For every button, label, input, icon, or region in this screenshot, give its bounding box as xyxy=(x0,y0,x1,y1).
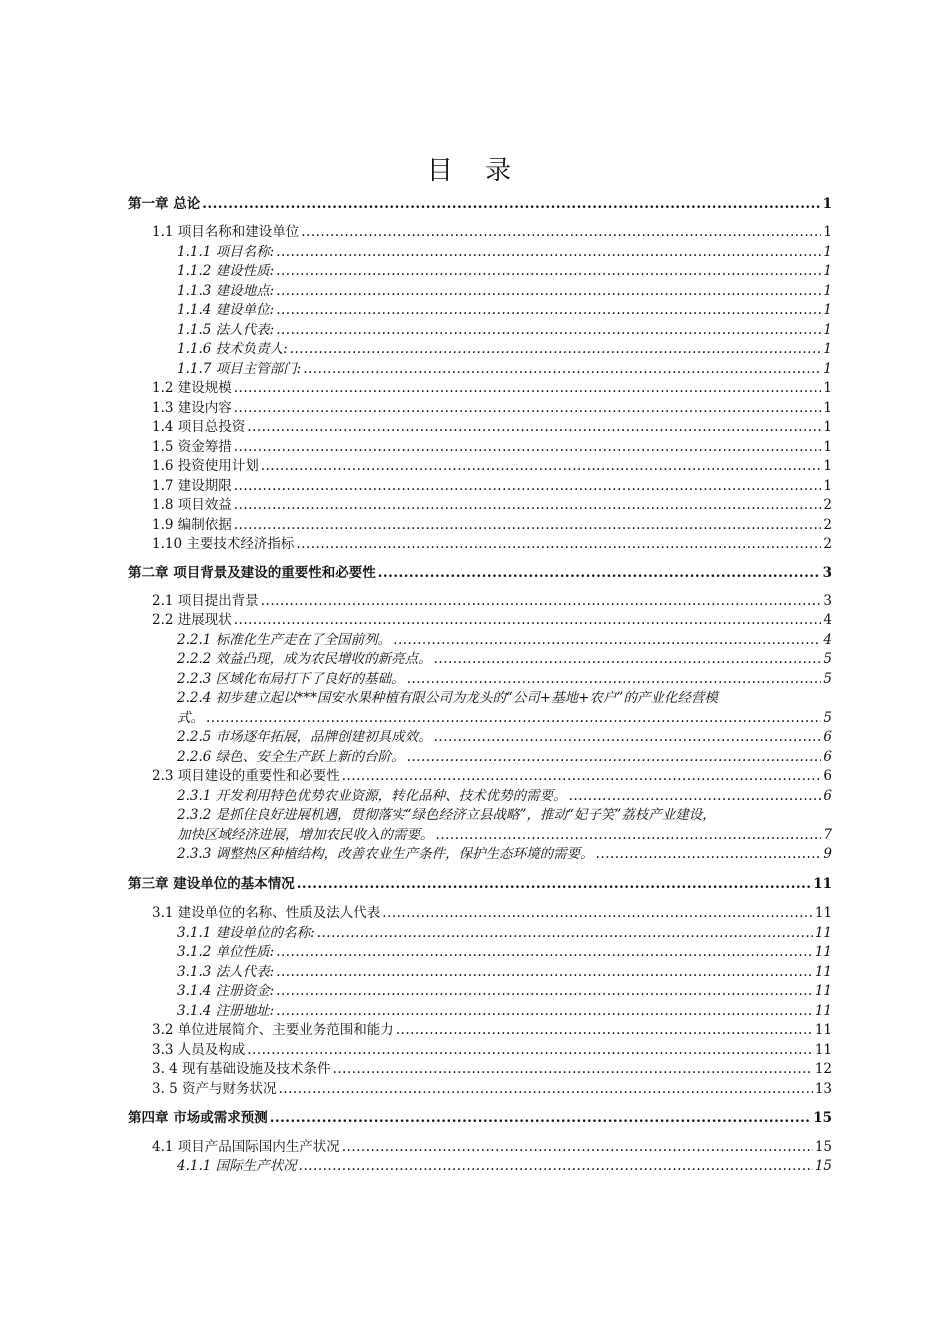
toc-section[interactable]: 3. 4 现有基础设施及技术条件 ..... 12 xyxy=(152,1060,832,1079)
toc-subsection-wrapped-line[interactable]: 2.2.4 初步建立起以***国安水果种植有限公司为龙头的“公司+基地+农户”的产业化经营模 xyxy=(177,690,718,706)
toc-section[interactable]: 1.6 投资使用计划 ..... 1 xyxy=(152,457,832,476)
toc-section[interactable]: 1.4 项目总投资 ..... 1 xyxy=(152,418,832,437)
toc-subsection[interactable]: 2.3.1 开发利用特色优势农业资源，转化品种、技术优势的需要。 ..... 6 xyxy=(177,787,832,806)
toc-subsection[interactable]: 2.2.3 区域化布局打下了良好的基础。 ..... 5 xyxy=(177,670,832,689)
toc-subsection[interactable]: 1.1.6 技术负责人: ..... 1 xyxy=(177,340,832,359)
toc-subsection[interactable]: 2.2.5 市场逐年拓展，品牌创建初具成效。 ..... 6 xyxy=(177,728,832,747)
toc-chapter[interactable]: 第一章 总论 ..... 1 xyxy=(128,195,832,214)
toc-section[interactable]: 3.2 单位进展简介、主要业务范围和能力 ..... 11 xyxy=(152,1021,832,1040)
toc-section[interactable]: 2.3 项目建设的重要性和必要性 ..... 6 xyxy=(152,767,832,786)
toc-subsection[interactable]: 2.3.3 调整热区种植结构，改善农业生产条件，保护生态环境的需要。 ..... 9 xyxy=(177,845,832,864)
toc-section[interactable]: 3. 5 资产与财务状况 ..... 13 xyxy=(152,1080,832,1099)
toc-chapter[interactable]: 第二章 项目背景及建设的重要性和必要性 ..... 3 xyxy=(128,564,832,583)
toc-subsection[interactable]: 1.1.1 项目名称: ..... 1 xyxy=(177,243,832,262)
toc-subsection[interactable]: 1.1.5 法人代表: ..... 1 xyxy=(177,321,832,340)
toc-section[interactable]: 1.2 建设规模 ..... 1 xyxy=(152,379,832,398)
toc-subsection[interactable]: 2.2.2 效益凸现，成为农民增收的新亮点。 ..... 5 xyxy=(177,650,832,669)
toc-section[interactable]: 3.3 人员及构成 ..... 11 xyxy=(152,1041,832,1060)
toc-subsection[interactable]: 4.1.1 国际生产状况 ..... 15 xyxy=(177,1157,832,1176)
toc-subsection-wrapped-line[interactable]: 2.3.2 是抓住良好进展机遇，贯彻落实“绿色经济立县战略”，推动“妃子笑”荔枝产业建设， xyxy=(177,807,716,823)
toc-subsection[interactable]: 2.2.1 标准化生产走在了全国前列。 ..... 4 xyxy=(177,631,832,650)
toc-subsection[interactable]: 2.2.6 绿色、安全生产跃上新的台阶。 ..... 6 xyxy=(177,748,832,767)
toc-section[interactable]: 3.1 建设单位的名称、性质及法人代表 ..... 11 xyxy=(152,904,832,923)
toc-subsection[interactable]: 1.1.7 项目主管部门: ..... 1 xyxy=(177,360,832,379)
toc-subsection[interactable]: 1.1.4 建设单位: ..... 1 xyxy=(177,301,832,320)
toc-section[interactable]: 1.3 建设内容 ..... 1 xyxy=(152,399,832,418)
toc-chapter[interactable]: 第四章 市场或需求预测 ..... 15 xyxy=(128,1109,832,1128)
toc-subsection[interactable]: 1.1.2 建设性质: ..... 1 xyxy=(177,262,832,281)
toc-subsection[interactable]: 3.1.1 建设单位的名称: ..... 11 xyxy=(177,924,832,943)
toc-subsection[interactable]: 1.1.3 建设地点: ..... 1 xyxy=(177,282,832,301)
toc-section[interactable]: 1.1 项目名称和建设单位 ..... 1 xyxy=(152,223,832,242)
toc-section[interactable]: 4.1 项目产品国际国内生产状况 ..... 15 xyxy=(152,1138,832,1157)
toc-subsection[interactable]: 加快区域经济进展，增加农民收入的需要。 ..... 7 xyxy=(177,826,832,845)
toc-section[interactable]: 1.7 建设期限 ..... 1 xyxy=(152,477,832,496)
toc-section[interactable]: 1.8 项目效益 ..... 2 xyxy=(152,496,832,515)
toc-section[interactable]: 1.9 编制依据 ..... 2 xyxy=(152,516,832,535)
toc-subsection[interactable]: 3.1.4 注册资金: ..... 11 xyxy=(177,982,832,1001)
toc-subsection[interactable]: 式。 ..... 5 xyxy=(177,709,832,728)
toc-subsection[interactable]: 3.1.3 法人代表: ..... 11 xyxy=(177,963,832,982)
toc-section[interactable]: 2.1 项目提出背景 ..... 3 xyxy=(152,592,832,611)
toc-subsection[interactable]: 3.1.2 单位性质: ..... 11 xyxy=(177,943,832,962)
toc-section[interactable]: 2.2 进展现状 ..... 4 xyxy=(152,611,832,630)
toc-subsection[interactable]: 3.1.4 注册地址: ..... 11 xyxy=(177,1002,832,1021)
toc-chapter[interactable]: 第三章 建设单位的基本情况 ..... 11 xyxy=(128,875,832,894)
toc-section[interactable]: 1.10 主要技术经济指标 ..... 2 xyxy=(152,535,832,554)
toc-section[interactable]: 1.5 资金筹措 ..... 1 xyxy=(152,438,832,457)
page-title: 目 录 xyxy=(426,156,524,186)
